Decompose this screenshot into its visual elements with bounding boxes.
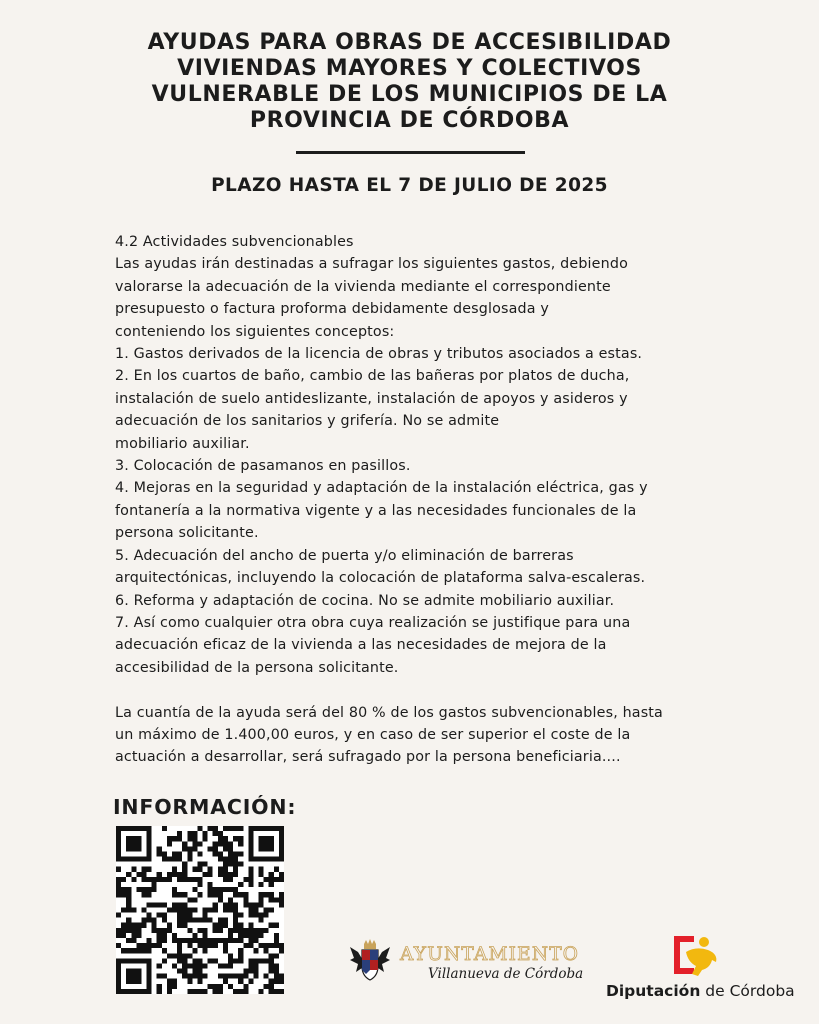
ayuntamiento-word: AYUNTAMIENTO (400, 944, 580, 965)
body-line: 3. Colocación de pasamanos en pasillos. (115, 458, 411, 475)
body-line: accesibilidad de la persona solicitante. (115, 659, 399, 676)
title-line-1: AYUDAS PARA OBRAS DE ACCESIBILIDAD (147, 30, 672, 55)
info-label: INFORMACIÓN: (113, 795, 297, 819)
body-line: 4. Mejoras en la seguridad y adaptación de la instalación eléctrica, gas y (115, 480, 648, 497)
body-line: presupuesto o factura proforma debidamente desglosada y (115, 301, 549, 318)
diputacion-name-bold: Diputación (606, 982, 701, 1000)
title-line-2: VIVIENDAS MAYORES Y COLECTIVOS (177, 56, 642, 81)
body-line: instalación de suelo antideslizante, instalación de apoyos y asideros y (115, 390, 628, 407)
diputacion-name-rest: de Córdoba (700, 982, 795, 1000)
body-line: 5. Adecuación del ancho de puerta y/o eliminación de barreras (115, 547, 574, 564)
body-line: 2. En los cuartos de baño, cambio de las bañeras por platos de ducha, (115, 368, 630, 385)
closing-line: actuación a desarrollar, será sufragado por la persona beneficiaria.... (115, 749, 621, 766)
body-line: fontanería a la normativa vigente y a las necesidades funcionales de la (115, 502, 637, 519)
body-text (115, 231, 715, 769)
body-line: Las ayudas irán destinadas a sufragar los siguientes gastos, debiendo (115, 256, 628, 273)
diputacion-logo-icon (672, 932, 720, 978)
body-line: mobiliario auxiliar. (115, 435, 250, 452)
body-line: 6. Reforma y adaptación de cocina. No se admite mobiliario auxiliar. (115, 592, 615, 609)
qr-code[interactable] (116, 826, 284, 994)
body-line: arquitectónicas, incluyendo la colocación de plataforma salva-escaleras. (115, 570, 646, 587)
body-line: adecuación de los sanitarios y grifería. No se admite (115, 413, 500, 430)
body-line: conteniendo los siguientes conceptos: (115, 323, 395, 340)
closing-line: un máximo de 1.400,00 euros, y en caso de ser superior el coste de la (115, 726, 631, 743)
title-line-4: PROVINCIA DE CÓRDOBA (249, 108, 570, 133)
closing-line: La cuantía de la ayuda será del 80 % de los gastos subvencionables, hasta (115, 704, 663, 721)
body-line: adecuación eficaz de la vivienda a las necesidades de mejora de la (115, 637, 607, 654)
deadline-text: PLAZO HASTA EL 7 DE JULIO DE 2025 (211, 175, 608, 196)
title-line-3: VULNERABLE DE LOS MUNICIPIOS DE LA (151, 82, 668, 107)
paragraph-gap (115, 679, 715, 701)
diputacion-name (606, 982, 795, 1000)
body-line: persona solicitante. (115, 525, 259, 542)
title-divider (296, 151, 525, 154)
coat-of-arms-icon (350, 939, 390, 980)
body-line: 1. Gastos derivados de la licencia de obras y tributos asociados a estas. (115, 346, 643, 363)
page-title (60, 30, 759, 134)
ayuntamiento-logo (348, 938, 590, 988)
body-line: 4.2 Actividades subvencionables (115, 234, 354, 250)
ayuntamiento-town: Villanueva de Córdoba (428, 966, 584, 982)
body-line: valorarse la adecuación de la vivienda mediante el correspondiente (115, 278, 611, 295)
body-line: 7. Así como cualquier otra obra cuya realización se justifique para una (115, 614, 631, 631)
